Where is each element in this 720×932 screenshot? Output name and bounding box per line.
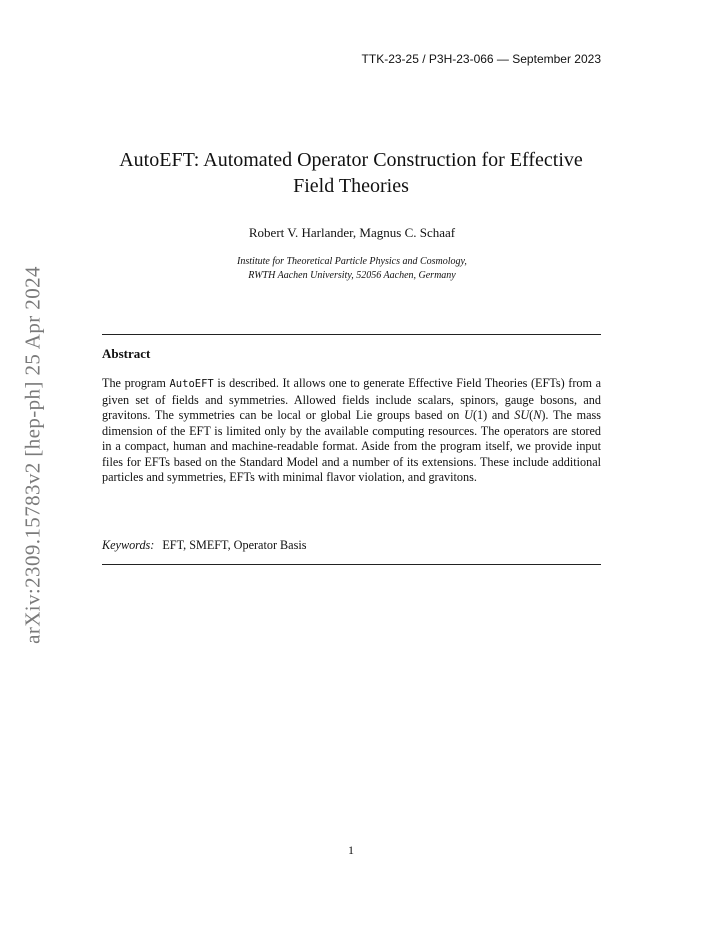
abstract-segment: ). The mass dimension of the EFT is limited only by the available computing resources. The operators are stored in a compact, human and machine-readable format. Aside from the program itself, we provide input files for EFTs based on the Standard Model and a number of its extensions. These include additional particles and symmetries, EFTs with minimal flavor violation, and gravitons.: [102, 408, 601, 484]
abstract-segment: is described. It allows one to generate Effective Field Theories (EFTs) from a given set of fields and symmetries. Allowed fields include scalars, spinors, gauge bosons, and gravitons. The symmetries can be local or global Lie groups based on: [102, 376, 601, 422]
math-symbol: U: [464, 408, 473, 422]
abstract-heading: Abstract: [102, 346, 151, 361]
title-line: AutoEFT: Automated Operator Construction for Effective: [119, 149, 583, 171]
author-list: Robert V. Harlander, Magnus C. Schaaf: [248, 225, 456, 240]
bottom-divider: [102, 564, 601, 565]
title-line: Field Theories: [293, 175, 409, 197]
abstract-segment: (1) and: [472, 408, 515, 422]
keywords-line: [102, 538, 306, 553]
keywords-value: EFT, SMEFT, Operator Basis: [162, 538, 307, 552]
affiliation: [102, 255, 602, 283]
abstract-segment: (: [529, 408, 534, 422]
paper-title: [96, 147, 606, 199]
program-name-code: AutoEFT: [169, 378, 214, 390]
abstract-text: [102, 376, 601, 486]
page-number: 1: [348, 843, 354, 857]
keywords-label: Keywords:: [102, 538, 155, 552]
math-symbol: N: [533, 408, 542, 422]
abstract-segment: The program: [102, 376, 170, 390]
math-symbol: SU: [514, 408, 530, 422]
report-number: TTK-23-25 / P3H-23-066 — September 2023: [361, 52, 601, 66]
affiliation-line: RWTH Aachen University, 52056 Aachen, Germany: [248, 270, 456, 281]
affiliation-line: Institute for Theoretical Particle Physics and Cosmology,: [237, 256, 467, 267]
top-divider: [102, 334, 601, 335]
arxiv-identifier-stamp: arXiv:2309.15783v2 [hep-ph] 25 Apr 2024: [20, 266, 45, 644]
